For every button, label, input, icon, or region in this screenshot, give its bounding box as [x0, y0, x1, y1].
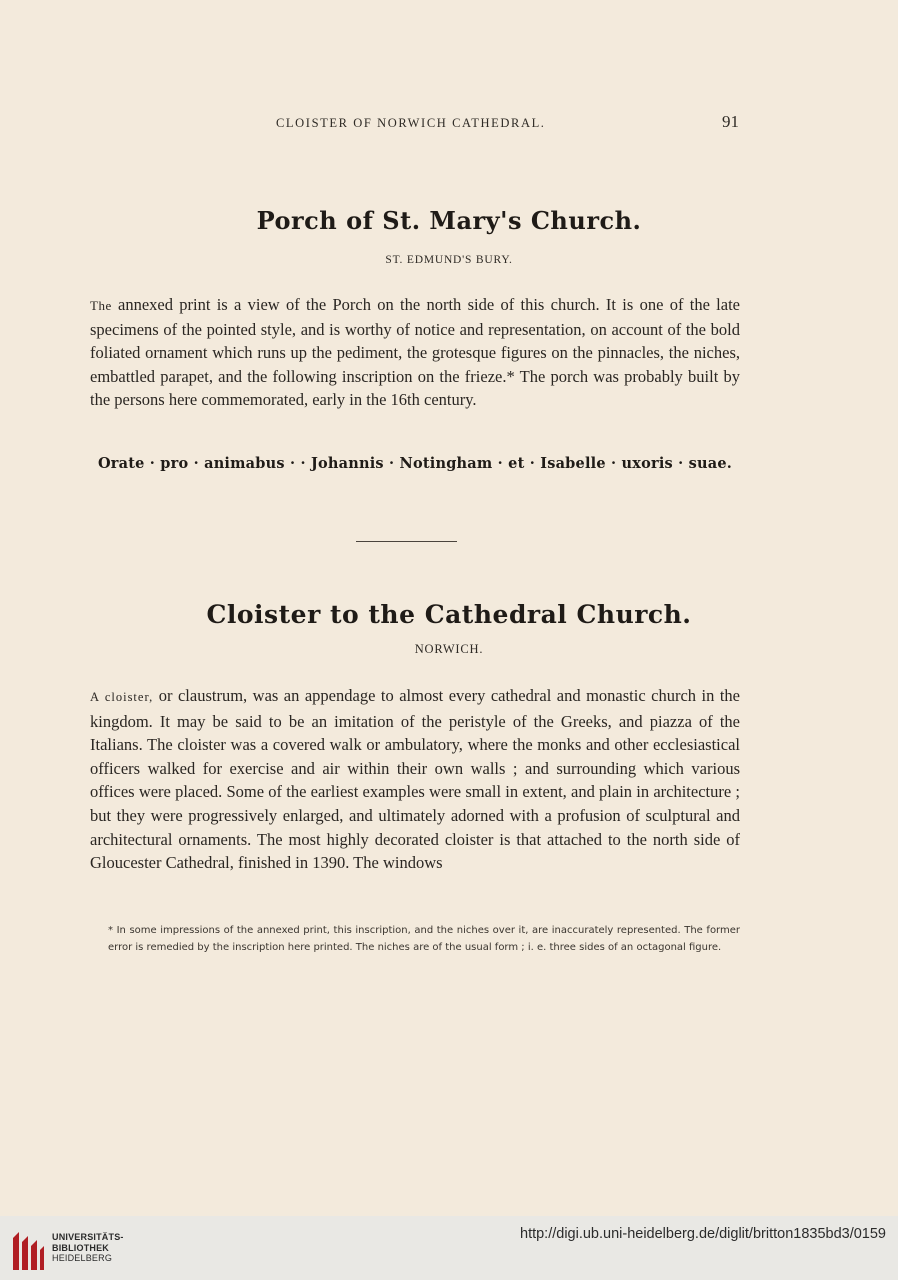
footnote-text: * In some impressions of the annexed print, this inscription, and the niches over it, are inaccurately represented. The former error is remedied by the inscription here printed. The niches are of the usual form ; i. e. three sides of an octagonal figure. — [108, 925, 740, 953]
footnote — [90, 923, 740, 956]
paragraph-body: annexed print is a view of the Porch on the north side of this church. It is one of the late specimens of the pointed style, and is worthy of notice and representation, on account of the bold foliated ornament which runs up the pediment, the grotesque figures on the pinnacles, the niches, embattled parapet, and the following inscription on the frieze.* The porch was probably built by the persons here commemorated, early in the 16th century. — [90, 295, 740, 410]
paragraph-porch — [90, 293, 740, 412]
paragraph-lead: A cloister, — [90, 690, 154, 704]
library-name — [52, 1232, 124, 1264]
section-subheading-porch: ST. EDMUND'S BURY. — [385, 254, 513, 266]
library-name-line1: UNIVERSITÄTS- — [52, 1232, 124, 1242]
library-name-line2: BIBLIOTHEK — [52, 1242, 109, 1253]
library-logo-icon — [9, 1226, 45, 1274]
source-url-link[interactable]: http://digi.ub.uni-heidelberg.de/diglit/britton1835bd3/0159 — [520, 1226, 886, 1242]
section-subheading-cloister: NORWICH. — [414, 642, 484, 656]
paragraph-cloister — [90, 684, 740, 875]
running-head-title: CLOISTER OF NORWICH CATHEDRAL. — [276, 116, 546, 130]
library-footer — [0, 1216, 898, 1280]
section-divider — [356, 541, 457, 542]
paragraph-body: or claustrum, was an appendage to almost every cathedral and monastic church in the kingdom. It may be said to be an imitation of the peristyle of the Greeks, and piazza of the Italians. The cloister was a covered walk or ambulatory, where the monks and other ecclesiastical officers walked for exercise and air within their own walls ; and surrounding which various offices were placed. Some of the earliest examples were small in extent, and plain in architecture ; but they were progressively enlarged, and ultimately adorned with a profusion of sculptural and architectural ornaments. The most highly decorated cloister is that attached to the north side of Gloucester Cathedral, finished in 1390. The windows — [90, 686, 740, 873]
paragraph-lead: The — [90, 298, 112, 313]
section-heading-cloister: Cloister to the Cathedral Church. — [206, 600, 692, 629]
inscription-text: Orate · pro · animabus · · Johannis · Notingham · et · Isabelle · uxoris · suae. — [97, 455, 733, 472]
library-name-line3: HEIDELBERG — [52, 1253, 113, 1263]
page-number: 91 — [722, 112, 739, 131]
section-heading-porch: Porch of St. Mary's Church. — [256, 206, 642, 235]
